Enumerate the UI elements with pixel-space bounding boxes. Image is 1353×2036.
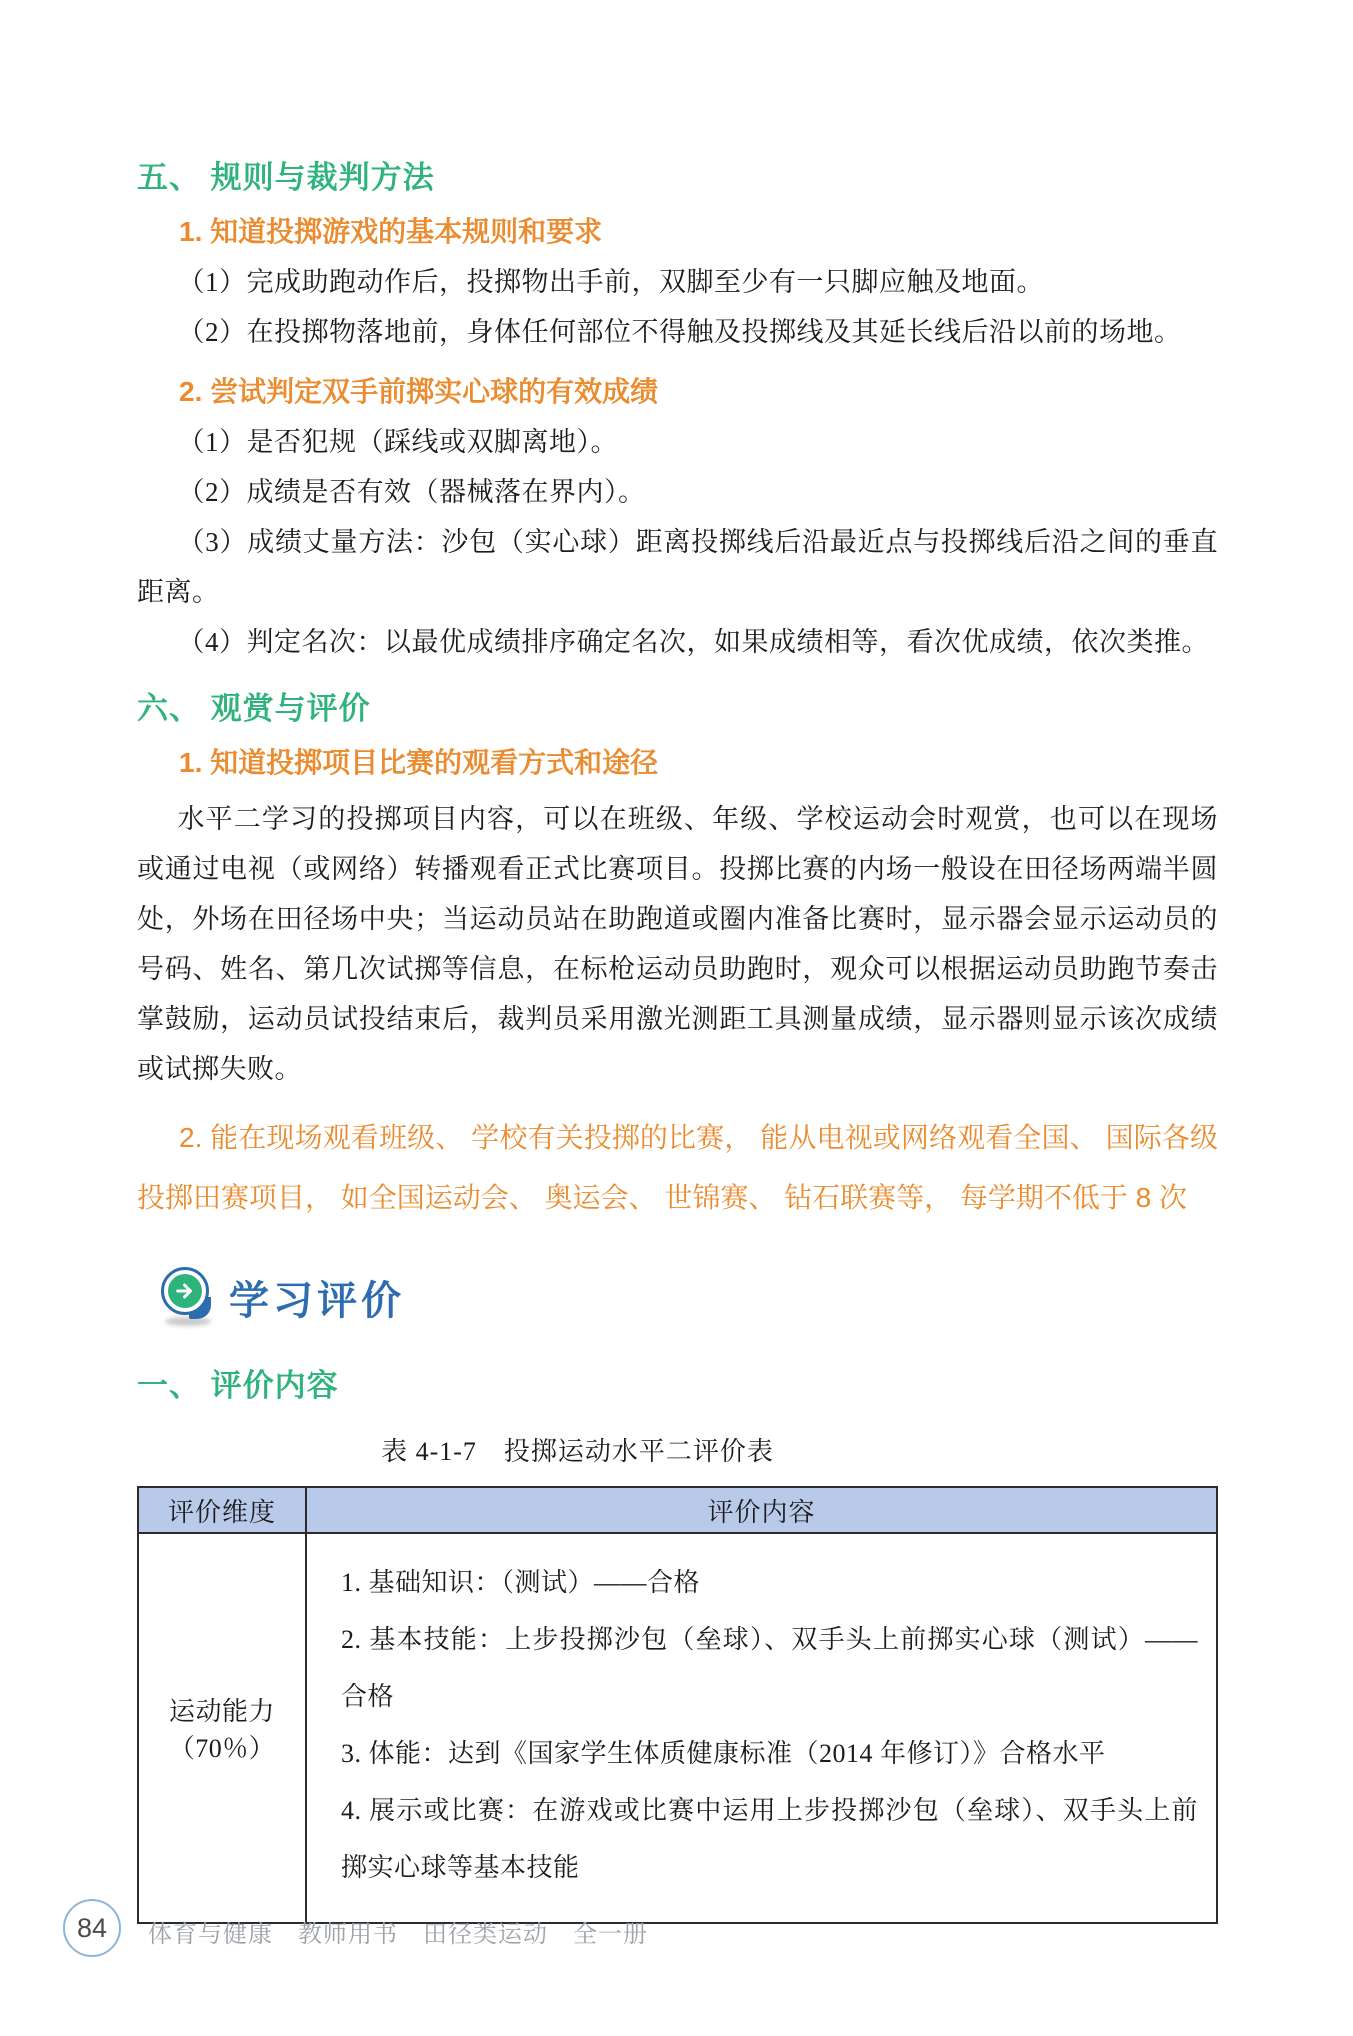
evaluation-table — [137, 1486, 1218, 1924]
sub-heading-rules-1: 1. 知道投掷游戏的基本规则和要求 — [179, 216, 603, 247]
icon-green-circle — [168, 1274, 202, 1308]
textbook-page — [0, 152, 1353, 2036]
rules-item: （3）成绩丈量方法：沙包（实心球）距离投掷线后沿最近点与投掷线后沿之间的垂直距离。 — [137, 527, 1218, 607]
content-line: 1. 基础知识：（测试）——合格 — [341, 1568, 701, 1597]
icon-outer-ring — [161, 1267, 209, 1315]
book-info-text: 体育与健康 教师用书 田径类运动 全一册 — [148, 1921, 648, 1948]
arrow-right-circle-icon — [161, 1267, 213, 1327]
rules-item: （4）判定名次：以最优成绩排序确定名次，如果成绩相等，看次优成绩，依次类推。 — [177, 627, 1209, 657]
watch-note-orange: 2. 能在现场观看班级、 学校有关投掷的比赛， 能从电视或网络观看全国、 国际各级投掷田赛项目， 如全国运动会、 奥运会、 世锦赛、 钻石联赛等， 每学期不低于 8 次 — [137, 1122, 1218, 1213]
rules-item: （2）成绩是否有效（器械落在界内）。 — [177, 477, 646, 507]
page-footer — [0, 1897, 1353, 1967]
banner-title: 学习评价 — [229, 1277, 405, 1323]
rules-item: （2）在投掷物落地前，身体任何部位不得触及投掷线及其延长线后沿以前的场地。 — [177, 317, 1182, 347]
page-content — [0, 152, 1353, 1924]
content-line: 4. 展示或比赛：在游戏或比赛中运用上步投掷沙包（垒球）、双手头上前掷实心球等基本技能 — [341, 1796, 1198, 1882]
right-arrow-glyph — [174, 1280, 196, 1302]
table-row — [138, 1533, 1217, 1923]
section-heading-watch: 六、 观赏与评价 — [137, 691, 371, 726]
table-header-content: 评价内容 — [306, 1487, 1217, 1533]
cell-dimension: 运动能力（70％） — [138, 1533, 306, 1923]
learning-evaluation-banner — [137, 1264, 1218, 1330]
icon-shadow — [165, 1317, 211, 1326]
sub-heading-rules-2: 2. 尝试判定双手前掷实心球的有效成绩 — [179, 376, 659, 407]
rules-item: （1）完成助跑动作后，投掷物出手前，双脚至少有一只脚应触及地面。 — [177, 267, 1044, 297]
section-heading-eval-content: 一、 评价内容 — [137, 1368, 339, 1403]
table-caption: 表 4-1-7 投掷运动水平二评价表 — [381, 1437, 774, 1466]
cell-contents — [306, 1533, 1217, 1923]
table-header-row — [138, 1487, 1217, 1533]
table-header-dimension: 评价维度 — [138, 1487, 306, 1533]
watch-paragraph: 水平二学习的投掷项目内容，可以在班级、年级、学校运动会时观赏，也可以在现场或通过电视（或网络）转播观看正式比赛项目。投掷比赛的内场一般设在田径场两端半圆处，外场在田径场中央；当运动员站在助跑道或圈内准备比赛时，显示器会显示运动员的号码、姓名、第几次试掷等信息，在标枪运动员助跑时，观众可以根据运动员助跑节奏击掌鼓励，运动员试投结束后，裁判员采用激光测距工具测量成绩，显示器则显示该次成绩或试掷失败。 — [137, 804, 1218, 1084]
page-number-badge: 84 — [63, 1899, 121, 1957]
rules-item: （1）是否犯规（踩线或双脚离地）。 — [177, 427, 618, 457]
content-line: 2. 基本技能：上步投掷沙包（垒球）、双手头上前掷实心球（测试）——合格 — [341, 1625, 1198, 1711]
section-heading-rules: 五、 规则与裁判方法 — [137, 160, 435, 195]
content-line: 3. 体能：达到《国家学生体质健康标准（2014 年修订）》合格水平 — [341, 1739, 1106, 1768]
sub-heading-watch-1: 1. 知道投掷项目比赛的观看方式和途径 — [179, 747, 659, 778]
